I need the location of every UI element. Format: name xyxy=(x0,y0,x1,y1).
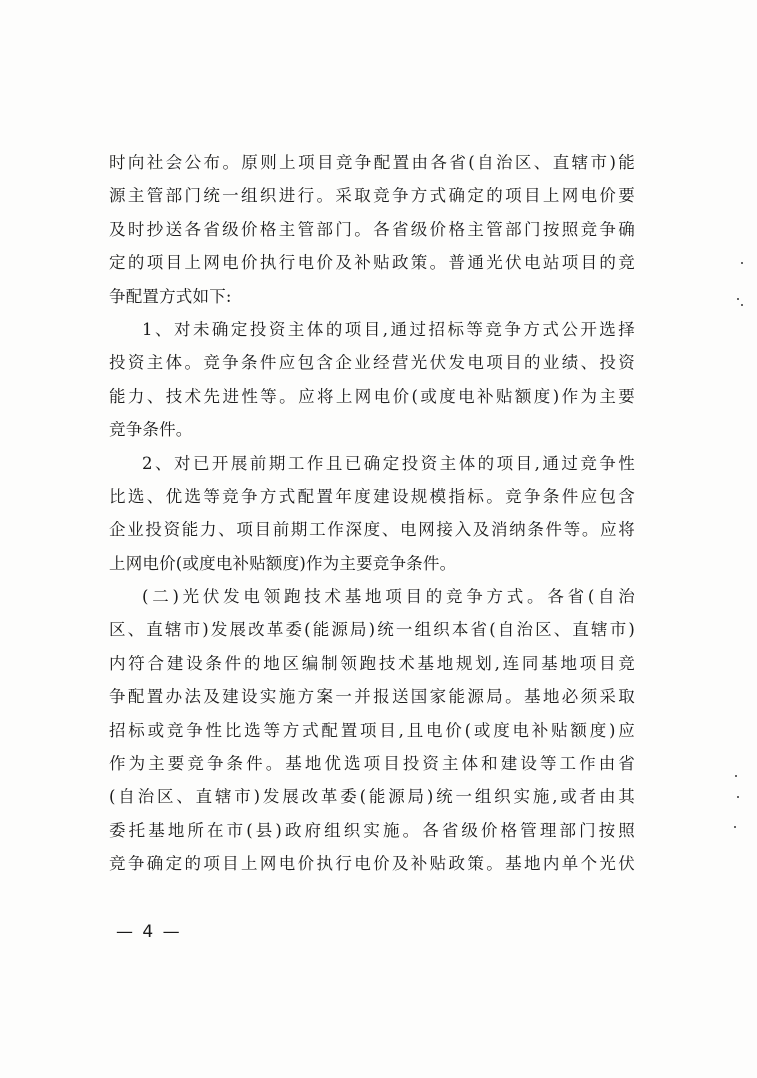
text-line: 比选、优选等竞争方式配置年度建设规模指标。竞争条件应包含 xyxy=(109,486,635,506)
text-line: 及时抄送各省级价格主管部门。各省级价格主管部门按照竞争确 xyxy=(109,219,635,239)
text-line: 争配置方式如下: xyxy=(109,286,232,306)
text-line: 上网电价(或度电补贴额度)作为主要竞争条件。 xyxy=(109,553,457,573)
text-line: 能力、技术先进性等。应将上网电价(或度电补贴额度)作为主要 xyxy=(109,386,635,406)
text-line: 投资主体。竞争条件应包含企业经营光伏发电项目的业绩、投资 xyxy=(109,353,635,373)
text-line: 定的项目上网电价执行电价及补贴政策。普通光伏电站项目的竞 xyxy=(109,253,635,273)
text-line: (自治区、直辖市)发展改革委(能源局)统一组织实施,或者由其 xyxy=(109,787,635,807)
text-line: 区、直辖市)发展改革委(能源局)统一组织本省(自治区、直辖市) xyxy=(109,620,635,640)
text-line: 竞争确定的项目上网电价执行电价及补贴政策。基地内单个光伏 xyxy=(109,854,635,874)
scan-speck xyxy=(737,796,739,798)
text-line: 招标或竞争性比选等方式配置项目,且电价(或度电补贴额度)应 xyxy=(109,720,635,740)
body-text xyxy=(109,146,635,881)
text-line: 内符合建设条件的地区编制领跑技术基地规划,连同基地项目竞 xyxy=(109,653,635,673)
scan-speck xyxy=(737,298,739,300)
text-line: (二)光伏发电领跑技术基地项目的竞争方式。各省(自治 xyxy=(142,587,635,607)
text-line: 源主管部门统一组织进行。采取竞争方式确定的项目上网电价要 xyxy=(109,186,635,206)
scan-speck xyxy=(741,262,743,264)
text-line: 企业投资能力、项目前期工作深度、电网接入及消纳条件等。应将 xyxy=(109,520,635,540)
scan-speck xyxy=(741,304,743,306)
text-line: 2、对已开展前期工作且已确定投资主体的项目,通过竞争性 xyxy=(142,453,635,473)
text-line: 争配置办法及建设实施方案一并报送国家能源局。基地必须采取 xyxy=(109,687,635,707)
text-line: 时向社会公布。原则上项目竞争配置由各省(自治区、直辖市)能 xyxy=(109,153,635,172)
text-line: 作为主要竞争条件。基地优选项目投资主体和建设等工作由省 xyxy=(109,754,635,774)
page-number: — 4 — xyxy=(116,922,182,942)
text-line: 1、对未确定投资主体的项目,通过招标等竞争方式公开选择 xyxy=(142,319,635,339)
text-line: 委托基地所在市(县)政府组织实施。各省级价格管理部门按照 xyxy=(109,820,635,840)
scan-speck xyxy=(734,826,736,828)
scan-speck xyxy=(735,775,737,777)
text-line: 竞争条件。 xyxy=(109,420,193,440)
